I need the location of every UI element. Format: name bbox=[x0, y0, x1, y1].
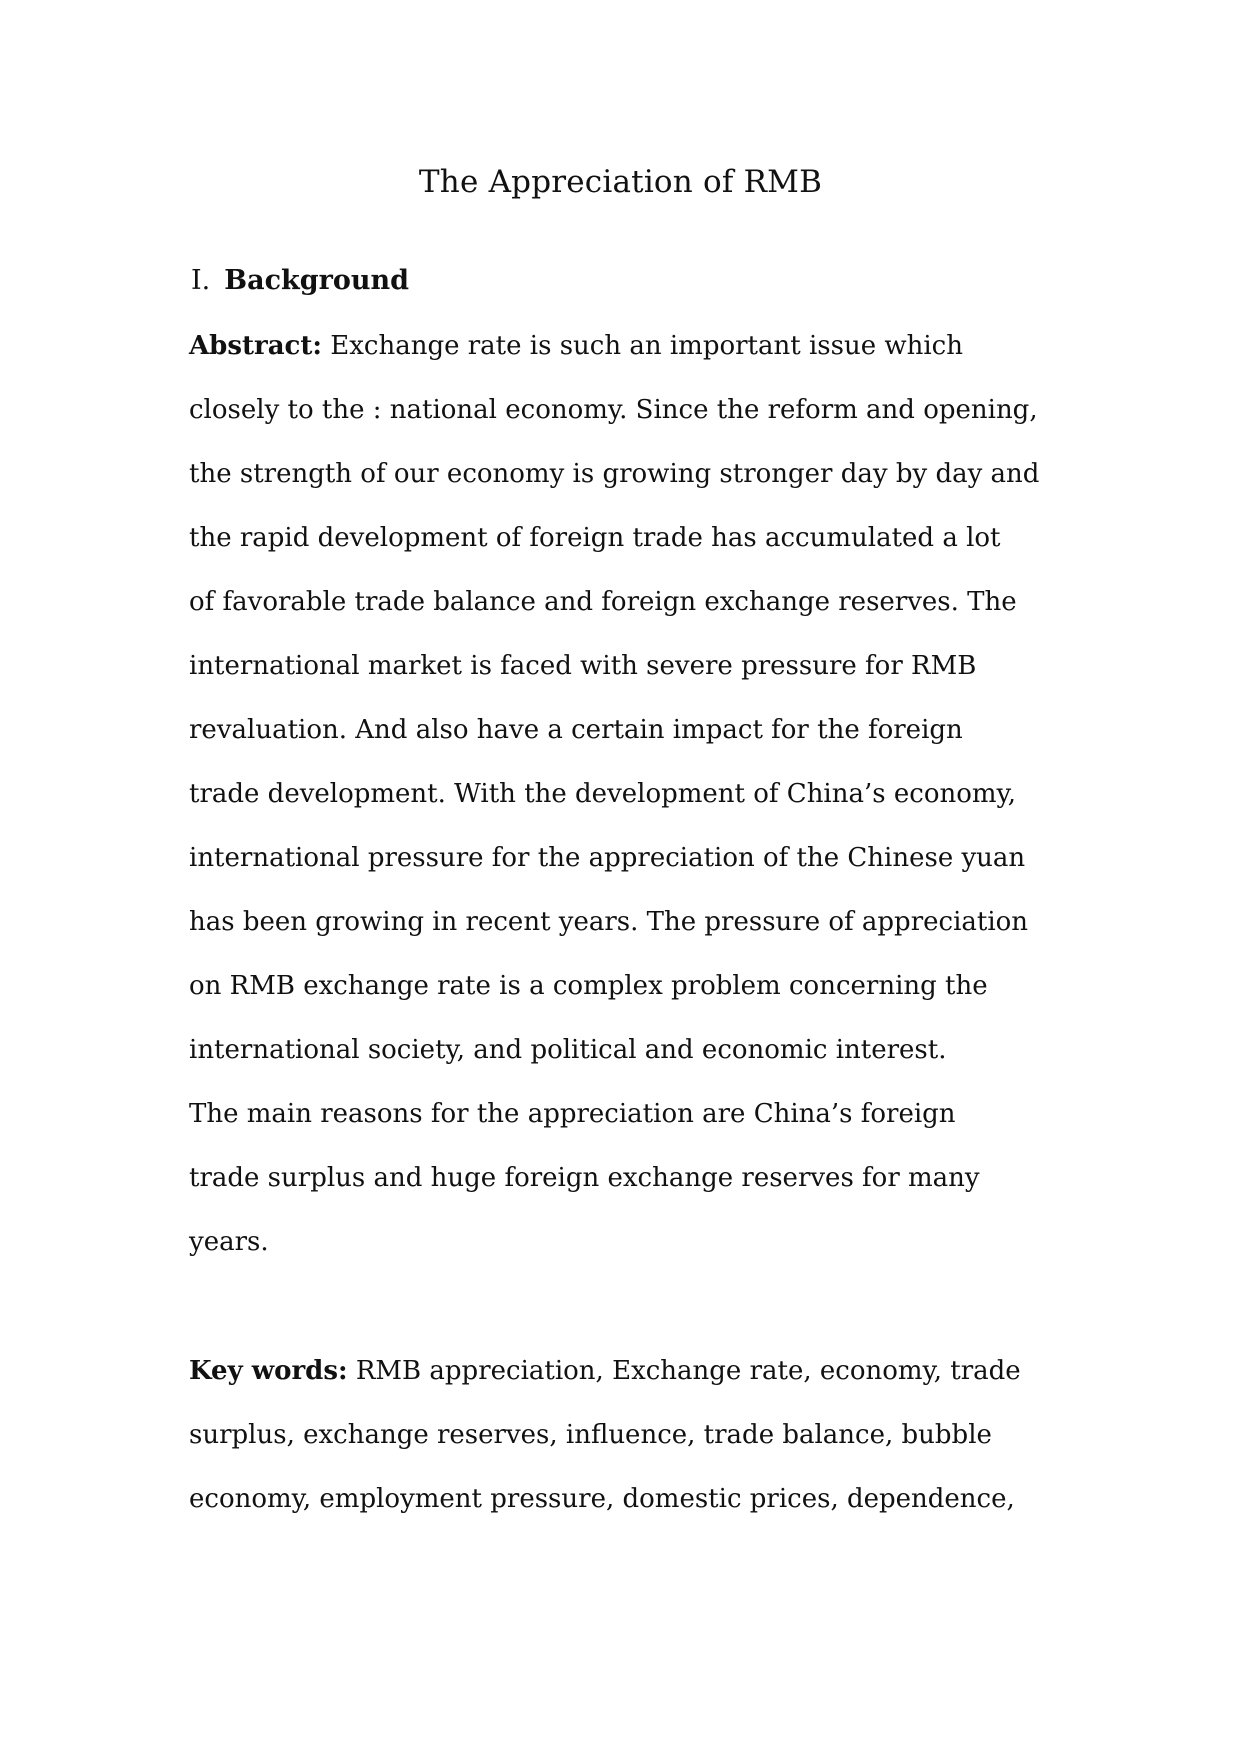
abstract-line: revaluation. And also have a certain impact for the foreign bbox=[189, 715, 963, 745]
keywords-line: surplus, exchange reserves, influence, trade balance, bubble bbox=[189, 1420, 992, 1450]
abstract-line: on RMB exchange rate is a complex problem concerning the bbox=[189, 971, 988, 1001]
section-heading bbox=[191, 263, 409, 299]
abstract-label: Abstract: bbox=[189, 331, 322, 361]
abstract-line: the rapid development of foreign trade has accumulated a lot bbox=[189, 523, 1001, 553]
abstract-line: years. bbox=[189, 1227, 269, 1257]
abstract-line: closely to the : national economy. Since the reform and opening, bbox=[189, 395, 1038, 425]
abstract-line: of favorable trade balance and foreign exchange reserves. The bbox=[189, 587, 1017, 617]
keywords-line: economy, employment pressure, domestic prices, dependence, bbox=[189, 1484, 1015, 1514]
abstract-line: international pressure for the appreciation of the Chinese yuan bbox=[189, 843, 1026, 873]
abstract-line: has been growing in recent years. The pressure of appreciation bbox=[189, 907, 1029, 937]
abstract-line bbox=[189, 328, 963, 364]
abstract-line-text: Exchange rate is such an important issue which bbox=[330, 331, 963, 361]
keywords-line bbox=[189, 1353, 1021, 1389]
abstract-line: trade development. With the development of China’s economy, bbox=[189, 779, 1017, 809]
abstract-line: the strength of our economy is growing stronger day by day and bbox=[189, 459, 1040, 489]
abstract-line: The main reasons for the appreciation are China’s foreign bbox=[189, 1099, 956, 1129]
section-heading-text: Background bbox=[224, 265, 409, 296]
abstract-line: international market is faced with severe pressure for RMB bbox=[189, 651, 977, 681]
document-title: The Appreciation of RMB bbox=[418, 164, 823, 200]
section-numeral: Ⅰ. bbox=[191, 265, 211, 296]
abstract-line: international society, and political and economic interest. bbox=[189, 1035, 947, 1065]
abstract-line: trade surplus and huge foreign exchange reserves for many bbox=[189, 1163, 980, 1193]
keywords-line-text: RMB appreciation, Exchange rate, economy, trade bbox=[355, 1356, 1021, 1386]
keywords-label: Key words: bbox=[189, 1356, 348, 1386]
